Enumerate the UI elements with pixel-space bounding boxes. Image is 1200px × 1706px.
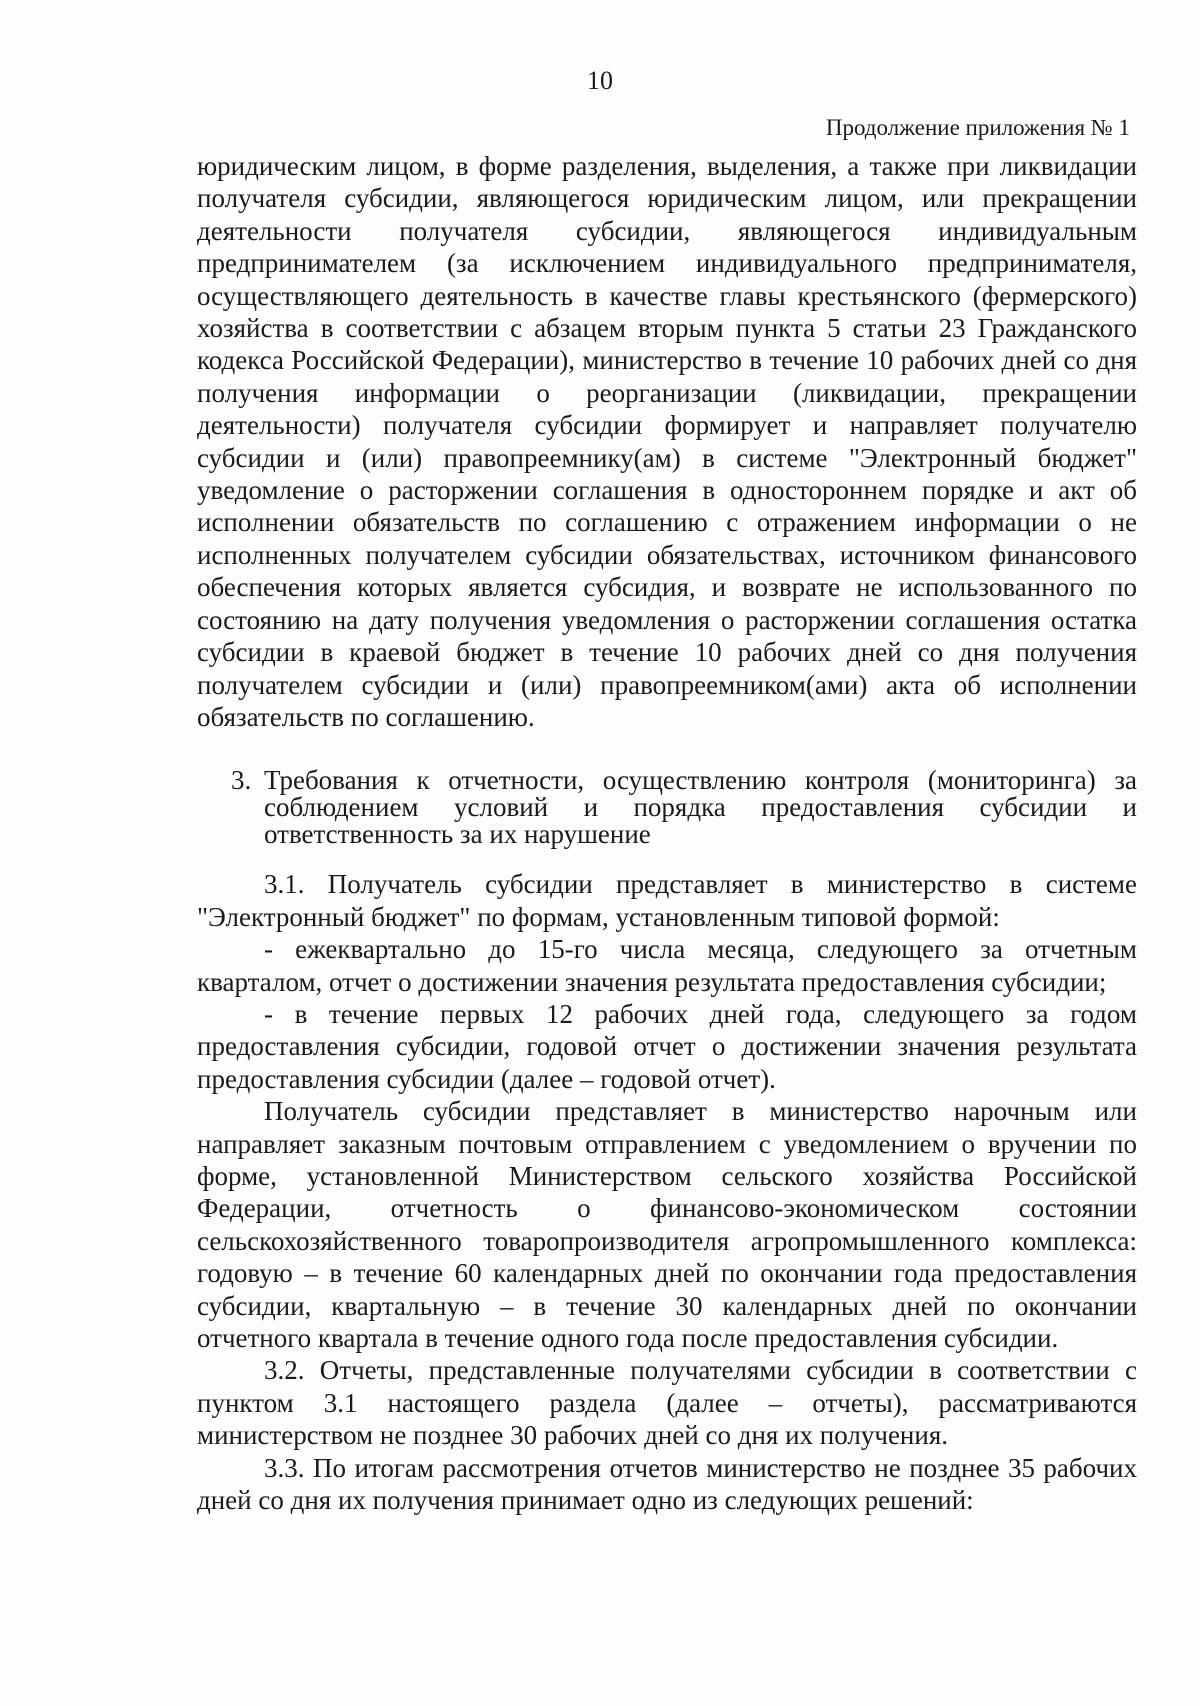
section-number: 3.: [231, 765, 252, 796]
paragraph-3-2: 3.2. Отчеты, представленные получателями субсидии в соответствии с пунктом 3.1 настоящего раздела (далее – отчеты), рассматриваются министерством не позднее 30 рабочих дней со дня их получения.: [197, 1355, 1137, 1451]
paragraph-3-3: 3.3. По итогам рассмотрения отчетов министерство не позднее 35 рабочих дней со дня их получения принимает одно из следующих решений:: [197, 1452, 1137, 1516]
section-heading: [197, 767, 1137, 848]
document-body: [197, 150, 1137, 1516]
section-title: Требования к отчетности, осуществлению контроля (мониторинга) за соблюдением условий и порядка предоставления субсидии и ответственность за их нарушение: [264, 765, 1137, 850]
paragraph-3-1: 3.1. Получатель субсидии представляет в министерство в системе "Электронный бюджет" по формам, установленным типовой формой:: [197, 869, 1137, 932]
appendix-note: Продолжение приложения № 1: [825, 115, 1130, 140]
list-item-quarterly: - ежеквартально до 15-го числа месяца, следующего за отчетным кварталом, отчет о достижении значения результата предоставления субсидии;: [197, 934, 1137, 997]
page-number: 10: [587, 66, 613, 95]
paragraph-continuation: юридическим лицом, в форме разделения, выделения, а также при ликвидации получателя субсидии, являющегося юридическим лицом, или прекращении деятельности получателя субсидии, являющегося индивидуальным предпринимателем (за исключением индивидуального предпринимателя, осуществляющего деятельность в качестве главы крестьянского (фермерского) хозяйства в соответствии с абзацем вторым пункта 5 статьи 23 Гражданского кодекса Российской Федерации), министерство в течение 10 рабочих дней со дня получения информации о реорганизации (ликвидации, прекращении деятельности) получателя субсидии формирует и направляет получателю субсидии и (или) правопреемнику(ам) в системе "Электронный бюджет" уведомление о расторжении соглашения в одностороннем порядке и акт об исполнении обязательств по соглашению с отражением информации о не исполненных получателем субсидии обязательствах, источником финансового обеспечения которых является субсидия, и возврате не использованного по состоянию на дату получения уведомления о расторжении соглашения остатка субсидии в краевой бюджет в течение 10 рабочих дней со дня получения получателем субсидии и (или) правопреемником(ами) акта об исполнении обязательств по соглашению.: [197, 151, 1137, 732]
list-item-annual: - в течение первых 12 рабочих дней года, следующего за годом предоставления субсидии, годовой отчет о достижении значения результата предоставления субсидии (далее – годовой отчет).: [197, 998, 1137, 1094]
paragraph-3-1-reporting: Получатель субсидии представляет в министерство нарочным или направляет заказным почтовым отправлением с уведомлением о вручении по форме, установленной Министерством сельского хозяйства Российской Федерации, отчетность о финансово-экономическом состоянии сельскохозяйственного товаропроизводителя агропромышленного комплекса: годовую – в течение 60 календарных дней по окончании года предоставления субсидии, квартальную – в течение 30 календарных дней по окончании отчетного квартала в течение одного года после предоставления субсидии.: [197, 1096, 1137, 1353]
